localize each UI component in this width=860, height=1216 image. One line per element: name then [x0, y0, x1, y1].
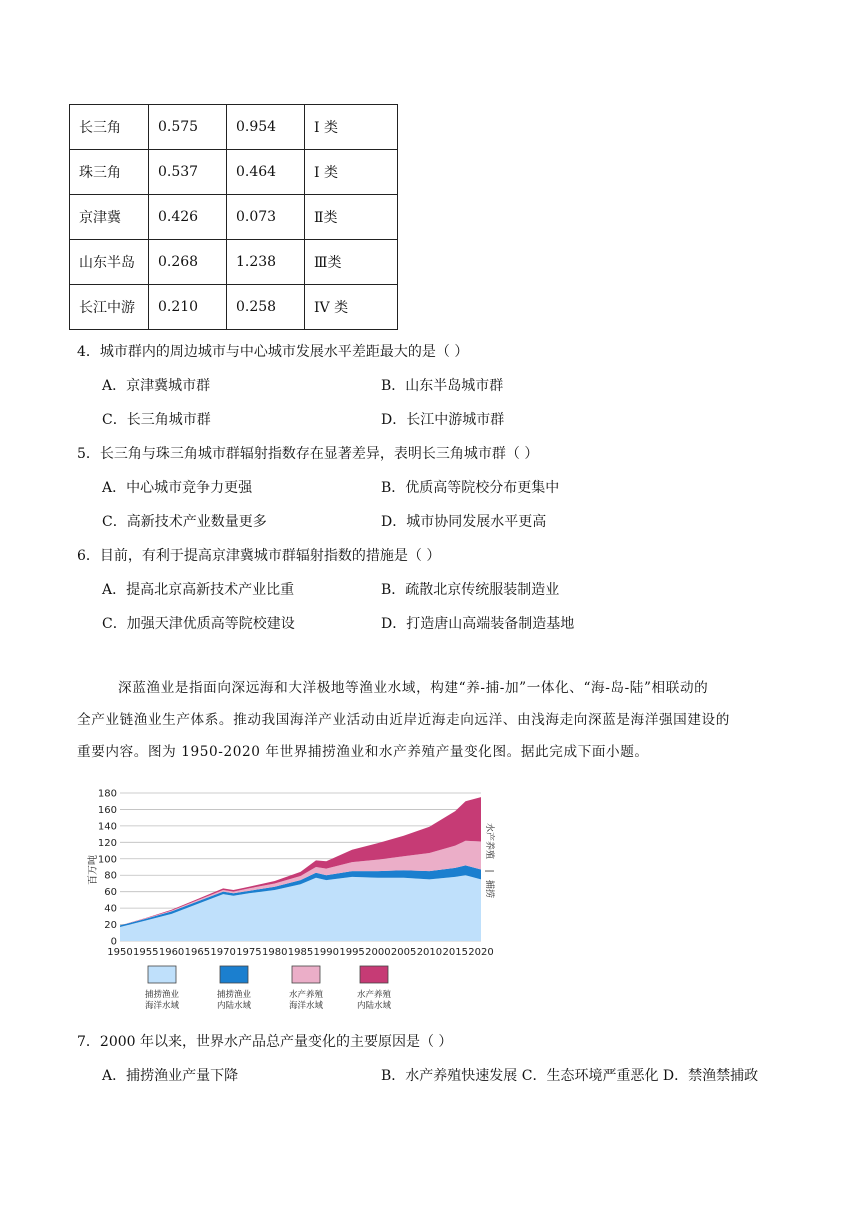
table-cell: Ⅱ类 — [305, 195, 398, 240]
fisheries-production-chart — [84, 785, 504, 1017]
table-cell: 0.537 — [149, 150, 227, 195]
q4-option-b[interactable]: B．山东半岛城市群 — [381, 378, 504, 394]
x-tick-label: 1960 — [158, 947, 185, 958]
legend-label-line2: 内陆水域 — [216, 1001, 252, 1011]
table-cell: 0.258 — [227, 285, 305, 330]
x-tick-label: 1965 — [184, 947, 211, 958]
y-tick-label: 40 — [104, 903, 117, 915]
legend-label-line1: 水产养殖 — [288, 990, 324, 1000]
table-row — [70, 285, 398, 330]
table-cell: Ⅲ类 — [305, 240, 398, 285]
q5-option-b[interactable]: B．优质高等院校分布更集中 — [381, 480, 560, 496]
table-cell: 山东半岛 — [70, 240, 149, 285]
table-cell: 0.073 — [227, 195, 305, 240]
side-label-sep: | — [484, 869, 494, 873]
q5-option-c[interactable]: C．高新技术产业数量更多 — [102, 514, 267, 530]
legend-label-line1: 捕捞渔业 — [216, 990, 252, 1000]
table-cell: 0.210 — [149, 285, 227, 330]
table-cell: I 类 — [305, 105, 398, 150]
y-tick-label: 20 — [104, 920, 117, 932]
table-cell: I 类 — [305, 150, 398, 195]
table-cell: 0.426 — [149, 195, 227, 240]
legend-swatch — [292, 966, 320, 983]
x-tick-label: 1985 — [287, 947, 314, 958]
y-tick-label: 80 — [104, 870, 117, 882]
legend-label-line2: 海洋水域 — [288, 1001, 324, 1011]
table-cell: 0.464 — [227, 150, 305, 195]
q7-option-a[interactable]: A．捕捞渔业产量下降 — [102, 1068, 239, 1084]
question-4-stem: 4．城市群内的周边城市与中心城市发展水平差距最大的是（ ） — [77, 344, 469, 360]
x-tick-label: 2010 — [416, 947, 443, 958]
passage-line-1: 深蓝渔业是指面向深远海和大洋极地等渔业水域，构建“养-捕-加”一体化、“海-岛-陆”相联动的 — [118, 680, 709, 696]
table-cell: 京津冀 — [70, 195, 149, 240]
table-cell: 0.268 — [149, 240, 227, 285]
table-row — [70, 105, 398, 150]
x-tick-label: 1990 — [313, 947, 340, 958]
y-tick-label: 0 — [110, 936, 117, 948]
question-5-stem: 5．长三角与珠三角城市群辐射指数存在显著差异，表明长三角城市群（ ） — [77, 446, 539, 462]
table-cell: 长三角 — [70, 105, 149, 150]
legend-swatch — [220, 966, 248, 983]
y-tick-label: 100 — [97, 854, 117, 866]
legend-label-line1: 捕捞渔业 — [144, 990, 180, 1000]
x-tick-label: 2000 — [365, 947, 391, 958]
q5-option-a[interactable]: A．中心城市竞争力更强 — [102, 480, 253, 496]
x-tick-label: 1995 — [339, 947, 365, 958]
table-cell: IV 类 — [305, 285, 398, 330]
y-tick-label: 180 — [97, 788, 117, 800]
q6-option-b[interactable]: B．疏散北京传统服装制造业 — [381, 582, 560, 598]
legend-label-line2: 海洋水域 — [144, 1001, 180, 1011]
x-tick-label: 2020 — [468, 947, 494, 958]
table-row — [70, 150, 398, 195]
y-tick-label: 120 — [97, 837, 117, 849]
table-row — [70, 195, 398, 240]
q7-options-bcd[interactable]: B．水产养殖快速发展 C．生态环境严重恶化 D．禁渔禁捕政 — [381, 1068, 759, 1084]
y-tick-label: 60 — [104, 887, 117, 899]
legend-swatch — [148, 966, 176, 983]
q6-option-a[interactable]: A．提高北京高新技术产业比重 — [102, 582, 295, 598]
passage-line-3: 重要内容。图为 1950-2020 年世界捕捞渔业和水产养殖产量变化图。据此完成下面小题。 — [77, 744, 649, 760]
q6-option-d[interactable]: D．打造唐山高端装备制造基地 — [381, 616, 575, 632]
side-label-bottom: 捕捞 — [484, 879, 494, 899]
data-table — [69, 104, 398, 330]
passage-line-2: 全产业链渔业生产体系。推动我国海洋产业活动由近岸近海走向远洋、由浅海走向深蓝是海洋强国建设的 — [77, 712, 730, 728]
table-cell: 长江中游 — [70, 285, 149, 330]
x-tick-label: 1950 — [107, 947, 133, 958]
x-tick-label: 1970 — [210, 947, 236, 958]
x-tick-label: 1975 — [236, 947, 262, 958]
x-tick-label: 2005 — [390, 947, 417, 958]
passage — [77, 672, 783, 768]
x-tick-label: 1980 — [261, 947, 288, 958]
table-cell: 0.954 — [227, 105, 305, 150]
side-label-top: 水产养殖 — [484, 822, 494, 860]
q5-option-d[interactable]: D．城市协同发展水平更高 — [381, 514, 547, 530]
y-tick-label: 140 — [97, 821, 117, 833]
legend-label-line2: 内陆水域 — [356, 1001, 392, 1011]
y-tick-label: 160 — [97, 804, 117, 816]
question-6-stem: 6．目前，有利于提高京津冀城市群辐射指数的措施是（ ） — [77, 548, 441, 564]
q4-option-a[interactable]: A．京津冀城市群 — [102, 378, 211, 394]
legend-label-line1: 水产养殖 — [356, 990, 392, 1000]
x-tick-label: 2015 — [442, 947, 468, 958]
q4-option-d[interactable]: D．长江中游城市群 — [381, 412, 505, 428]
legend-swatch — [360, 966, 388, 983]
question-7-stem: 7．2000 年以来，世界水产品总产量变化的主要原因是（ ） — [77, 1034, 453, 1050]
table-cell: 珠三角 — [70, 150, 149, 195]
table-row — [70, 240, 398, 285]
q6-option-c[interactable]: C．加强天津优质高等院校建设 — [102, 616, 295, 632]
table-cell: 1.238 — [227, 240, 305, 285]
q4-option-c[interactable]: C．长三角城市群 — [102, 412, 211, 428]
table-cell: 0.575 — [149, 105, 227, 150]
x-tick-label: 1955 — [133, 947, 159, 958]
y-axis-label: 百万吨 — [88, 855, 99, 885]
